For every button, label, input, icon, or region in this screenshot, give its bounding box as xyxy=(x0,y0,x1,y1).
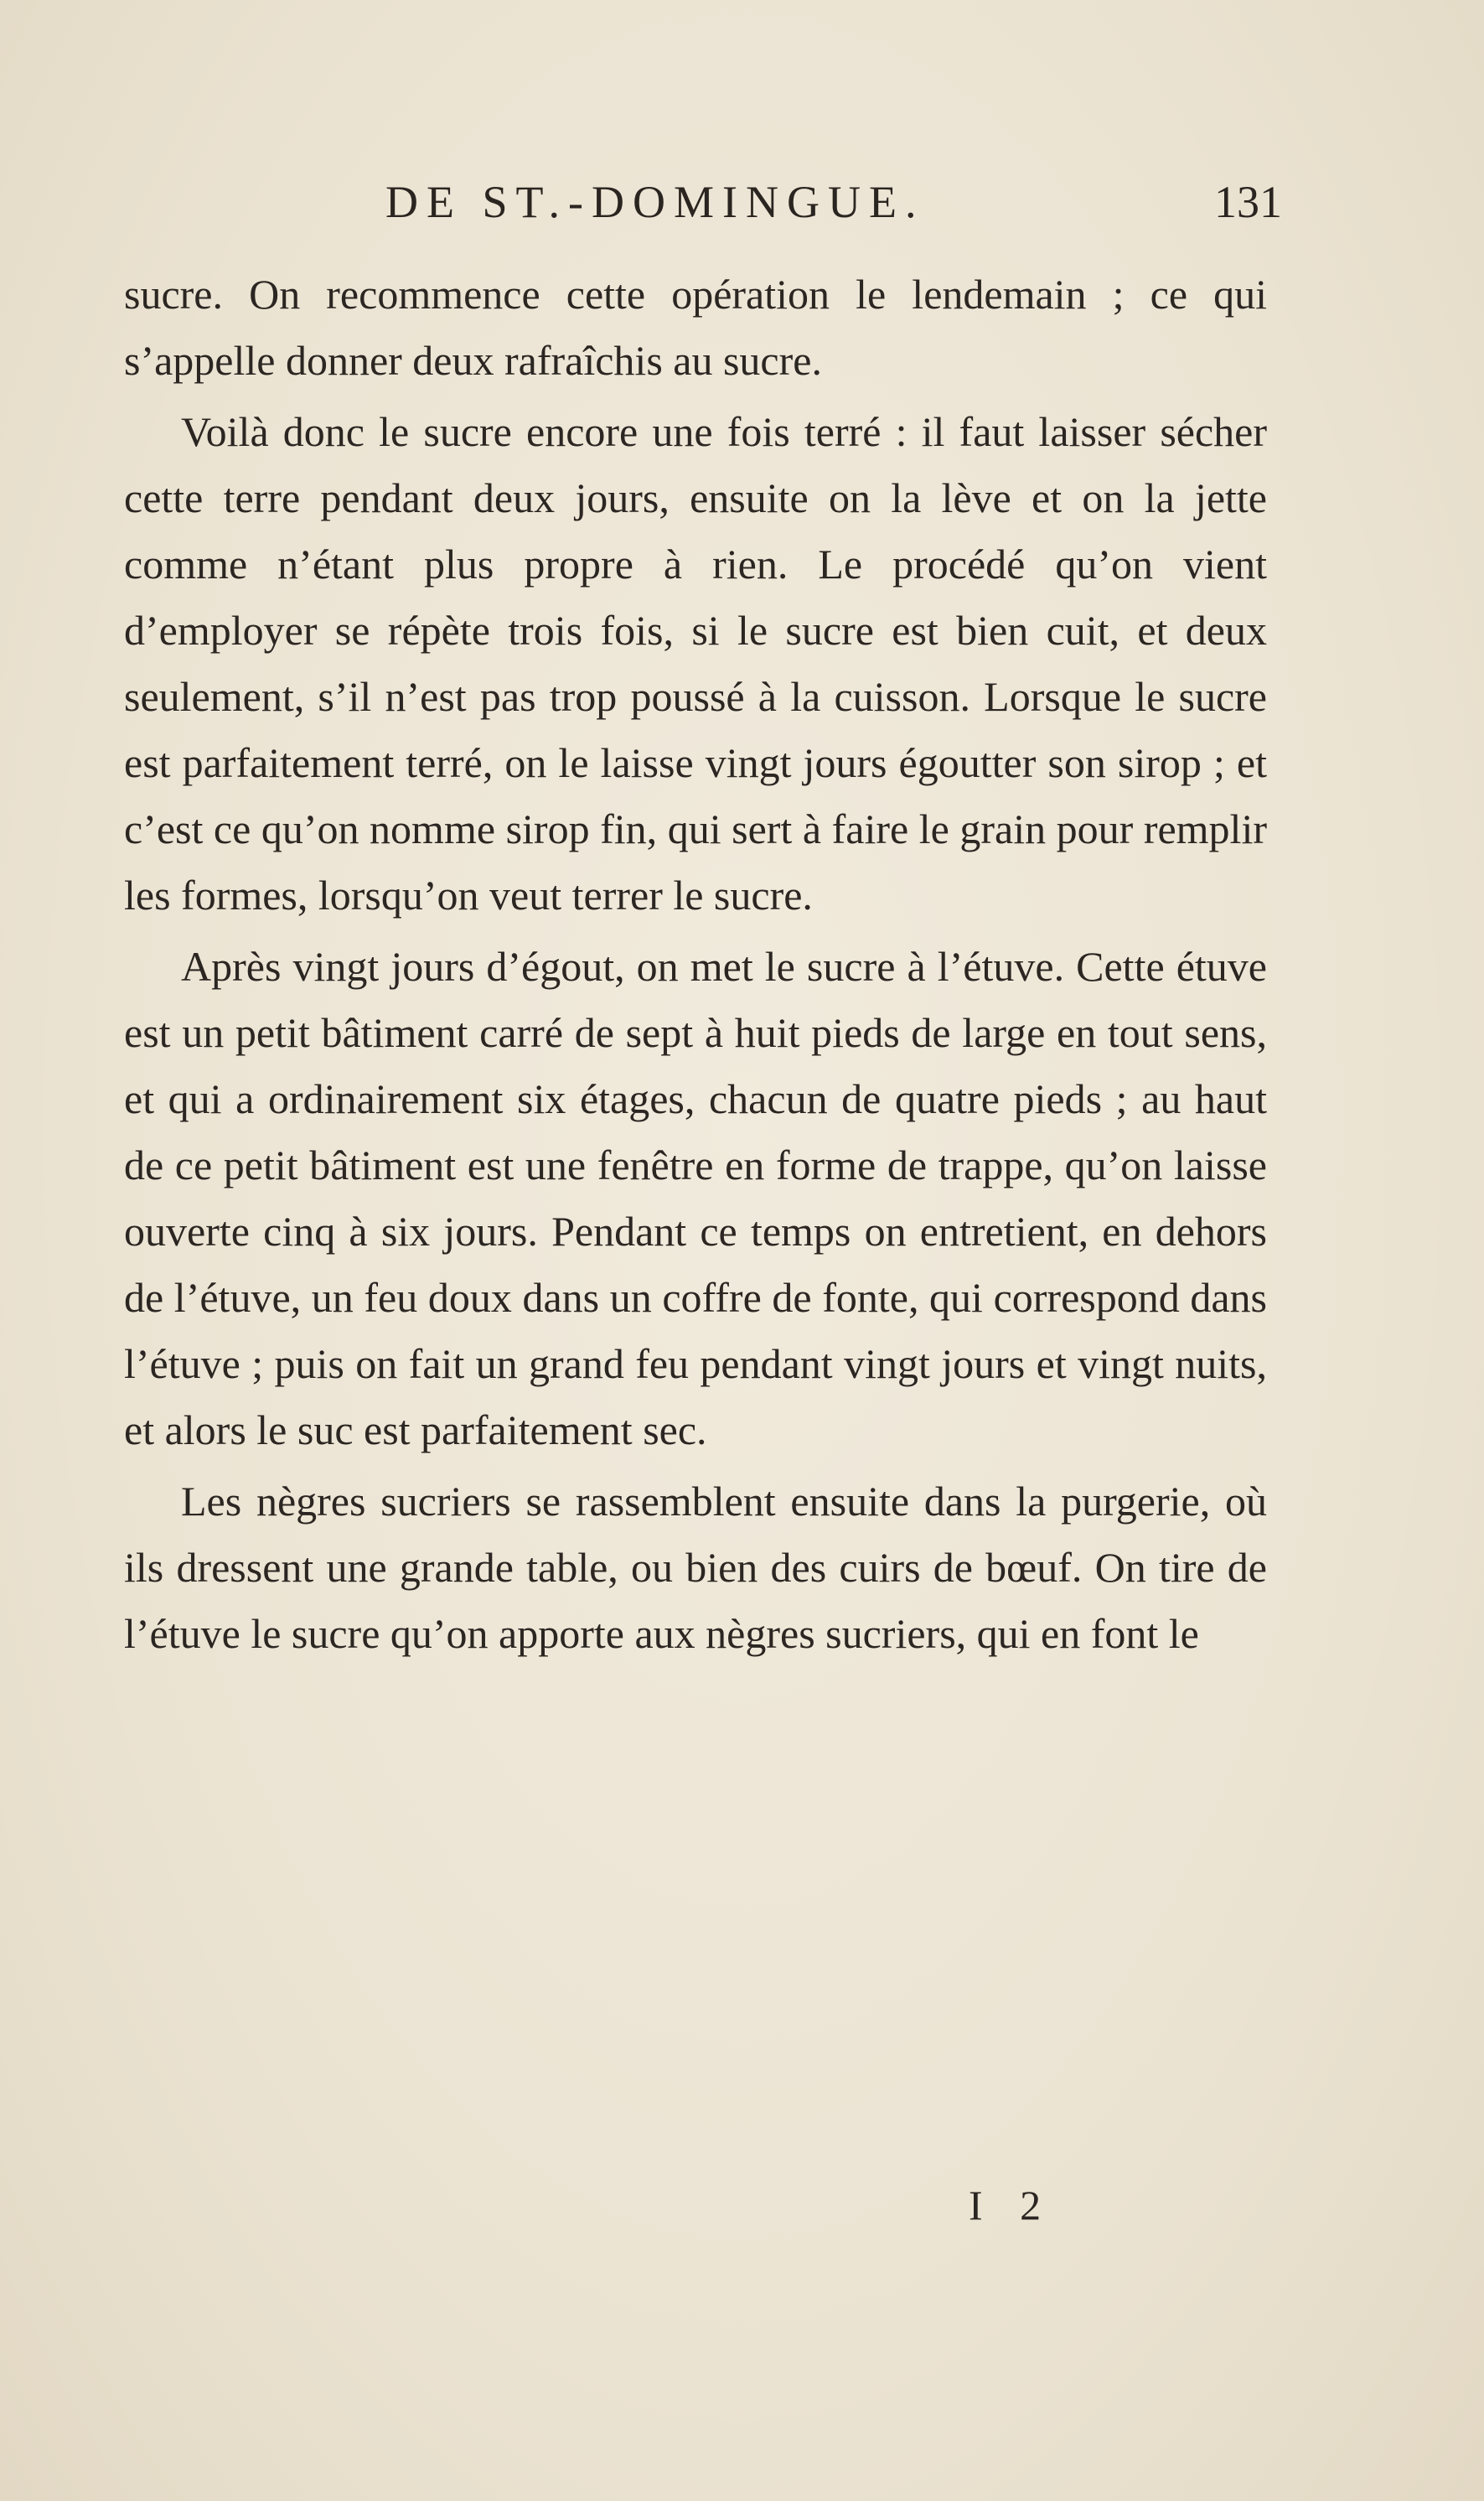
paragraph-2: Voilà donc le sucre encore une fois terré : il faut laisser sécher cette terre pendant deux jours, ensuite on la lève et on la jette comme n’étant plus propre à rien. Le procédé qu’on vient d’employer se répète trois fois, si le sucre est bien cuit, et deux seulement, s’il n’est pas trop poussé à la cuisson. Lorsque le sucre est parfaitement terré, on le laisse vingt jours égoutter son sirop ; et c’est ce qu’on nomme sirop fin, qui sert à faire le grain pour remplir les formes, lorsqu’on veut terrer le sucre. xyxy=(124,408,1267,919)
running-head: DE ST.-DOMINGUE. xyxy=(385,177,925,227)
body-text xyxy=(124,261,1267,1667)
paragraph-1: sucre. On recommence cette opération le lendemain ; ce qui s’appelle donner deux rafraîchis au sucre. xyxy=(124,271,1267,384)
paragraph-4: Les nègres sucriers se rassemblent ensuite dans la purgerie, où ils dressent une grande table, ou bien des cuirs de bœuf. On tire de l’étuve le sucre qu’on apporte aux nègres sucriers, qui en font le xyxy=(124,1478,1267,1657)
signature-mark: I 2 xyxy=(969,2182,1055,2229)
page-number: 131 xyxy=(1214,177,1282,227)
paragraph-3: Après vingt jours d’égout, on met le sucre à l’étuve. Cette étuve est un petit bâtiment carré de sept à huit pieds de large en tout sens, et qui a ordinairement six étages, chacun de quatre pieds ; au haut de ce petit bâtiment est une fenêtre en forme de trappe, qu’on laisse ouverte cinq à six jours. Pendant ce temps on entretient, en dehors de l’étuve, un feu doux dans un coffre de fonte, qui correspond dans l’étuve ; puis on fait un grand feu pendant vingt jours et vingt nuits, et alors le suc est parfaitement sec. xyxy=(124,943,1267,1453)
page-header xyxy=(385,176,1282,243)
